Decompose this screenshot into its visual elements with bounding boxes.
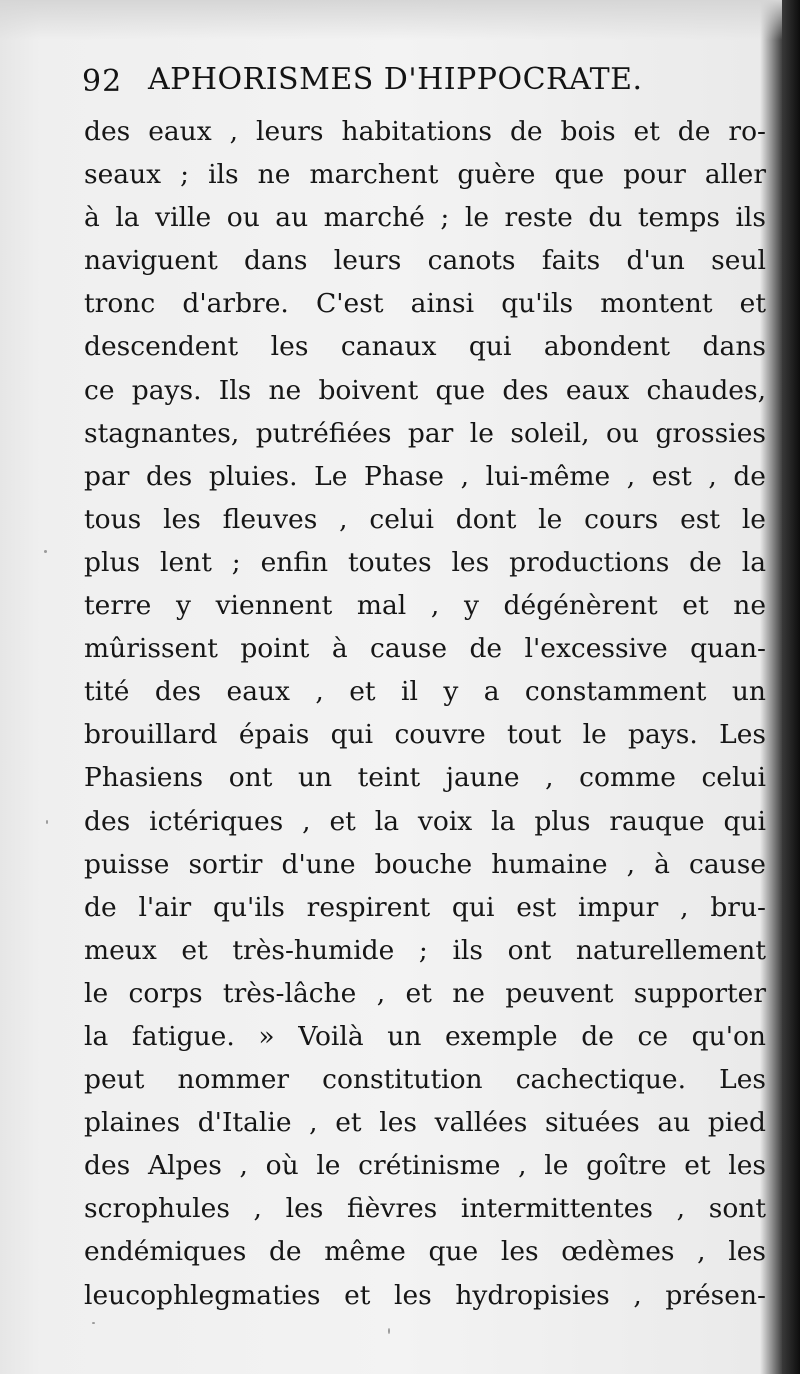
text-line: scrophules , les fièvres intermittentes , sont	[84, 1193, 766, 1225]
text-line: des eaux , leurs habitations de bois et de ro-	[84, 116, 766, 147]
page-header	[82, 58, 722, 106]
body-text	[84, 110, 766, 1317]
text-line: leucophlegmaties et les hydropisies , présen-	[84, 1279, 766, 1311]
text-line: la fatigue. » Voilà un exemple de ce qu'on	[84, 1020, 766, 1052]
text-line: stagnantes, putréfiées par le soleil, ou grossies	[84, 417, 766, 449]
text-line: seaux ; ils ne marchent guère que pour aller	[84, 159, 766, 191]
text-line: tous les fleuves , celui dont le cours est le	[84, 503, 766, 535]
page-gutter-shadow	[782, 0, 800, 1374]
text-line: naviguent dans leurs canots faits d'un seul	[84, 245, 766, 277]
paper-speck	[92, 1322, 95, 1324]
text-line: à la ville ou au marché ; le reste du temps ils	[84, 202, 766, 234]
paper-speck	[388, 1328, 390, 1334]
text-line: terre y viennent mal , y dégénèrent et ne	[84, 590, 766, 622]
text-line: ce pays. Ils ne boivent que des eaux chaudes,	[84, 374, 766, 406]
text-line: de l'air qu'ils respirent qui est impur , bru-	[84, 891, 766, 923]
page-number: 92	[82, 64, 123, 99]
text-line: mûrissent point à cause de l'excessive quan-	[84, 633, 766, 665]
text-line: le corps très-lâche , et ne peuvent supporter	[84, 977, 766, 1009]
text-line: plus lent ; enfin toutes les productions de la	[84, 546, 766, 578]
text-line: tité des eaux , et il y a constamment un	[84, 676, 766, 708]
text-line: tronc d'arbre. C'est ainsi qu'ils montent et	[84, 288, 766, 320]
text-line: descendent les canaux qui abondent dans	[84, 331, 766, 363]
text-line: meux et très-humide ; ils ont naturellement	[84, 934, 766, 966]
text-line: des ictériques , et la voix la plus rauque qui	[84, 805, 766, 837]
paper-speck	[46, 820, 48, 824]
text-line: endémiques de même que les œdèmes , les	[84, 1236, 766, 1268]
page-top-shadow	[0, 0, 800, 40]
running-title: APHORISMES D'HIPPOCRATE.	[148, 62, 643, 97]
text-line: plaines d'Italie , et les vallées situées au pied	[84, 1107, 766, 1139]
text-line: par des pluies. Le Phase , lui-même , est , de	[84, 460, 766, 492]
text-line: peut nommer constitution cachectique. Les	[84, 1064, 766, 1096]
paper-speck	[44, 550, 47, 553]
text-line: des Alpes , où le crétinisme , le goître et les	[84, 1150, 766, 1182]
text-line: brouillard épais qui couvre tout le pays. Les	[84, 719, 766, 751]
text-line: puisse sortir d'une bouche humaine , à cause	[84, 848, 766, 880]
text-line: Phasiens ont un teint jaune , comme celui	[84, 762, 766, 794]
